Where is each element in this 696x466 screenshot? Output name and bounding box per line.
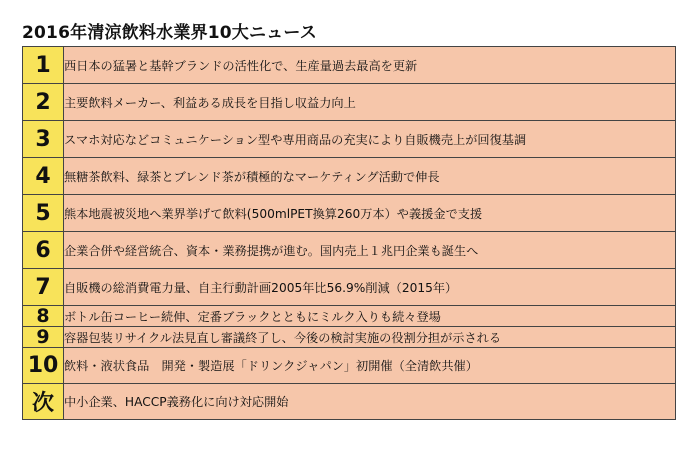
table-row	[23, 47, 676, 84]
table-row	[23, 158, 676, 195]
rank-number: 6	[23, 232, 64, 269]
news-text: 容器包装リサイクル法見直し審議終了し、今後の検討実施の役割分担が示される	[64, 327, 676, 348]
table-row	[23, 269, 676, 306]
news-text: 自販機の総消費電力量、自主行動計画2005年比56.9%削減（2015年）	[64, 269, 676, 306]
table-row	[23, 384, 676, 420]
rank-number: 2	[23, 84, 64, 121]
news-text: 西日本の猛暑と基幹ブランドの活性化で、生産量過去最高を更新	[64, 47, 676, 84]
rank-number: 5	[23, 195, 64, 232]
rank-number: 3	[23, 121, 64, 158]
news-text: 中小企業、HACCP義務化に向け対応開始	[64, 384, 676, 420]
rank-number: 1	[23, 47, 64, 84]
table-row	[23, 121, 676, 158]
page-title: 2016年清涼飲料水業界10大ニュース	[22, 23, 317, 43]
rank-number: 7	[23, 269, 64, 306]
rank-number: 4	[23, 158, 64, 195]
table-row	[23, 348, 676, 384]
news-text: スマホ対応などコミュニケーション型や専用商品の充実により自販機売上が回復基調	[64, 121, 676, 158]
news-text: ボトル缶コーヒー続伸、定番ブラックとともにミルク入りも続々登場	[64, 306, 676, 327]
news-text: 企業合併や経営統合、資本・業務提携が進む。国内売上１兆円企業も誕生へ	[64, 232, 676, 269]
table-row	[23, 195, 676, 232]
news-table	[22, 46, 676, 420]
news-text: 無糖茶飲料、緑茶とブレンド茶が積極的なマーケティング活動で伸長	[64, 158, 676, 195]
table-row	[23, 306, 676, 327]
rank-number: 次	[23, 384, 64, 420]
rank-number: 8	[23, 306, 64, 327]
news-text: 主要飲料メーカー、利益ある成長を目指し収益力向上	[64, 84, 676, 121]
table-row	[23, 232, 676, 269]
table-row	[23, 84, 676, 121]
table-row	[23, 327, 676, 348]
news-text: 熊本地震被災地へ業界挙げて飲料(500mlPET換算260万本）や義援金で支援	[64, 195, 676, 232]
news-text: 飲料・液状食品 開発・製造展「ドリンクジャパン」初開催（全清飲共催）	[64, 348, 676, 384]
rank-number: 9	[23, 327, 64, 348]
rank-number: 10	[23, 348, 64, 384]
